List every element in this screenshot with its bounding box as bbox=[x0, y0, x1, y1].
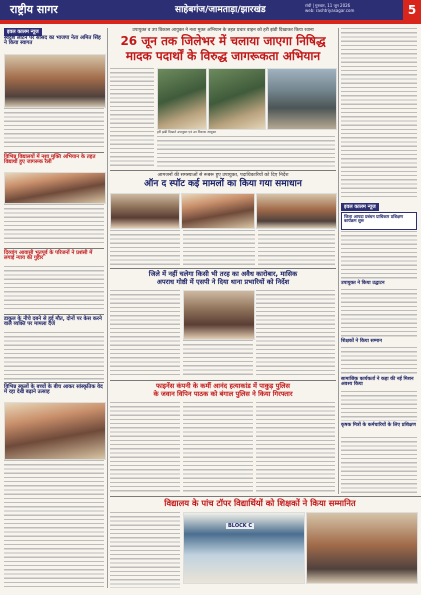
right-story4-headline: कृषक मित्रों के कर्मचारियों के लिए प्रशिक्षण bbox=[341, 423, 416, 428]
police-story-headline-2: के जवान विपिन पाठक को बंगाल पुलिस ने किया गिरफ्तार bbox=[153, 390, 293, 398]
top-story-headline-2: मादक पदार्थों के विरुद्ध जागरूकता अभियान bbox=[125, 49, 321, 63]
school-rule bbox=[110, 496, 421, 497]
right-box-headline: जिला आपदा प्रबंधन प्राधिकार प्रशिक्षण कार्यक्रम शुरू bbox=[344, 214, 404, 224]
top-story-photo-2 bbox=[208, 68, 266, 130]
illegal-trade-text-a bbox=[110, 290, 180, 378]
police-text-c bbox=[256, 402, 335, 494]
left-rule-2 bbox=[4, 248, 104, 249]
center-rule-1 bbox=[110, 170, 336, 171]
top-story-text-b bbox=[157, 136, 335, 168]
school-photo-2 bbox=[306, 512, 418, 584]
illegal-trade-headline-1: जिले में नहीं चलेगा किसी भी तरह का अवैध कारोबार, मासिक bbox=[148, 270, 298, 278]
block-sign: BLOCK C bbox=[228, 523, 253, 529]
right-box bbox=[341, 212, 417, 230]
left-story4-headline: डाकुल के नीचे दबने से हुई मौत, दोनों पर केस करने वाले व्यक्ति पर मामला दर्ज bbox=[4, 316, 102, 328]
brand-title: राष्ट्रीय सागर bbox=[10, 3, 58, 16]
right-text-1 bbox=[341, 28, 417, 200]
masthead-strip bbox=[0, 20, 421, 24]
center-photo-1 bbox=[110, 193, 180, 229]
police-text-b bbox=[183, 402, 253, 494]
right-text-3 bbox=[341, 289, 417, 337]
region-title: साहेबगंज/जामताड़ा/झारखंड bbox=[175, 5, 266, 15]
school-photo bbox=[183, 512, 305, 584]
top-story-photo-1 bbox=[157, 68, 207, 130]
right-text-2 bbox=[341, 231, 417, 279]
left-story4-text bbox=[4, 332, 104, 380]
center-rule-2 bbox=[110, 268, 336, 269]
left-story2-text bbox=[4, 204, 104, 246]
school-text bbox=[110, 512, 180, 588]
center-text-b bbox=[183, 230, 255, 266]
left-story2-headline: विभिन्न विद्यालयों में नशा मुक्ति अभियान के तहत विद्यार्थी हुए जागरूक रैली bbox=[4, 154, 96, 166]
left-photo-3 bbox=[4, 402, 106, 460]
top-story-headline-1: 26 जून तक जिलेभर में चलाया जाएगा निषिद्ध bbox=[120, 34, 326, 48]
left-divider bbox=[107, 28, 108, 588]
left-story1-text bbox=[4, 108, 104, 150]
center-text-a bbox=[110, 230, 180, 266]
top-story-photo-3 bbox=[267, 68, 337, 130]
top-story-subhead: उपायुक्त व उप विकास आयुक्त ने नशा मुक्त अभियान के तहत प्रचार वाहन को हरी झंडी दिखाकर किया रवाना bbox=[132, 28, 314, 33]
right-story3-headline: सामाजिक कार्यकर्ता ने कहा की नई मिशन अवश्य किया bbox=[341, 377, 414, 388]
right-text-6 bbox=[341, 437, 417, 493]
web-line: web: rashtriyasagar.com bbox=[305, 8, 355, 13]
left-story5-text bbox=[4, 460, 104, 588]
illegal-trade-text-b bbox=[183, 340, 253, 378]
left-story1-headline: स्वदेश लौटने पर सांसद का भाजपा नेता अमित सिंह ने किया स्वागत bbox=[4, 35, 101, 47]
top-story-text-a bbox=[110, 68, 154, 168]
right-story-headline: उपायुक्त ने किया उद्घाटन bbox=[341, 281, 385, 286]
left-rule-4 bbox=[4, 382, 104, 383]
illegal-trade-photo bbox=[183, 290, 255, 340]
center-text-c bbox=[258, 230, 335, 266]
center-photo-2 bbox=[181, 193, 255, 229]
left-section-label: इवल कालम न्यूज bbox=[4, 28, 42, 36]
school-story-headline: विद्यालय के पांच टॉपर विद्यार्थियों को शिक्षकों ने किया सम्मानित bbox=[164, 498, 356, 508]
date-line: रांची | गुरुवार, 11 जून 2026 bbox=[305, 3, 351, 8]
illegal-trade-text-c bbox=[256, 290, 335, 378]
police-story-headline-1: फाइनेंस कंपनी के कर्मी आनंद हत्याकांड में पाकुड़ पुलिस bbox=[156, 382, 290, 390]
center-story-subhead: आमजनों की समस्याओं से रूबरू हुए उपायुक्त, पदाधिकारियों को दिए निर्देश bbox=[157, 173, 289, 178]
right-story2-headline: शिक्षकों ने किया सम्मान bbox=[341, 339, 382, 344]
center-photo-3 bbox=[256, 193, 337, 229]
top-story-caption: हरी झंडी दिखाते उपायुक्त एवं उप विकास आयुक्त bbox=[157, 130, 217, 134]
left-story3-text bbox=[4, 266, 104, 312]
center-rule-3 bbox=[110, 380, 336, 381]
date-block bbox=[305, 3, 354, 13]
right-text-5 bbox=[341, 391, 417, 421]
right-section-label: इवल कालम न्यूज bbox=[341, 203, 379, 211]
left-story3-headline: दिव्यांग आवासी भूतपूर्व के परिजनों ने प्रशंसी में लगाई न्याय की गुहार bbox=[4, 250, 93, 262]
police-text-a bbox=[110, 402, 180, 494]
left-photo-1 bbox=[4, 54, 106, 108]
left-photo-2 bbox=[4, 172, 106, 204]
right-divider bbox=[338, 28, 339, 494]
right-text-4 bbox=[341, 347, 417, 375]
illegal-trade-headline-2: अपराध गोष्ठी में एसपी ने दिया थाना प्रभारियों को निर्देश bbox=[156, 278, 290, 286]
left-rule-1 bbox=[4, 152, 104, 153]
masthead bbox=[0, 0, 421, 20]
left-story5-headline: विभिन्न स्कूलों के बच्चों के बीच आकर सांस्कृतिक वेद में रहा देख बढ़ाने उत्साह bbox=[4, 384, 103, 396]
center-story-headline: ऑन द स्पॉट कई मामलों का किया गया समाधान bbox=[144, 179, 302, 189]
page-number: 5 bbox=[403, 0, 421, 20]
left-rule-3 bbox=[4, 314, 104, 315]
